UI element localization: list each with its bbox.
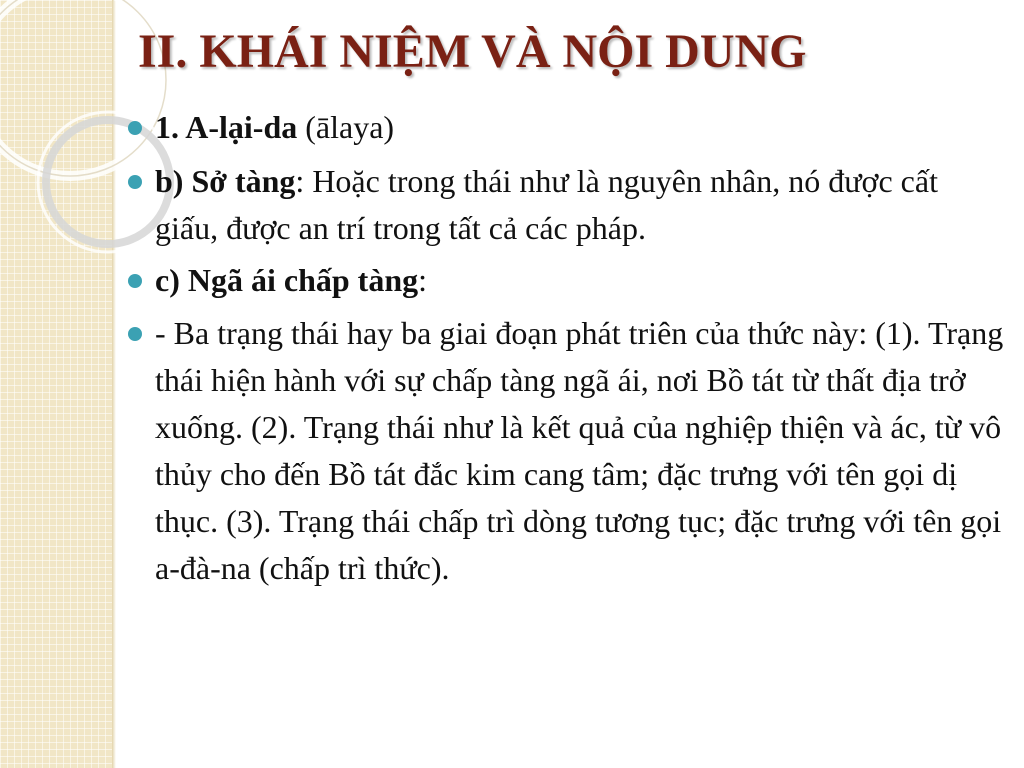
item-heading: b) Sở tàng <box>155 163 296 199</box>
bullet-dot-icon <box>128 274 142 288</box>
bullet-dot-icon <box>128 175 142 189</box>
item-heading: c) Ngã ái chấp tàng <box>155 262 419 298</box>
item-heading: 1. A-lại-da <box>155 109 298 145</box>
slide-title: II. KHÁI NIỆM VÀ NỘI DUNG <box>138 25 807 78</box>
bullet-list <box>128 104 1008 599</box>
list-item <box>128 257 1008 304</box>
bullet-dot-icon <box>128 327 142 341</box>
item-text: : Hoặc trong thái như là nguyên nhân, nó được cất giấu, được an trí trong tất cả các pháp. <box>155 163 938 246</box>
item-text: (ālaya) <box>297 109 395 145</box>
list-item <box>128 104 1008 151</box>
item-text: : <box>418 262 427 298</box>
list-item <box>128 158 1008 252</box>
item-text: - Ba trạng thái hay ba giai đoạn phát triên của thức này: (1). Trạng thái hiện hành với sự chấp tàng ngã ái, nơi Bồ tát từ thất địa trở xuống. (2). Trạng thái như là kết quả của nghiệp thiện và ác, từ vô thủy cho đến Bồ tát đắc kim cang tâm; đặc trưng với tên gọi dị thục. (3). Trạng thái chấp trì dòng tương tục; đặc trưng với tên gọi a-đà-na (chấp trì thức). <box>155 315 1004 586</box>
bullet-dot-icon <box>128 121 142 135</box>
list-item <box>128 310 1008 592</box>
